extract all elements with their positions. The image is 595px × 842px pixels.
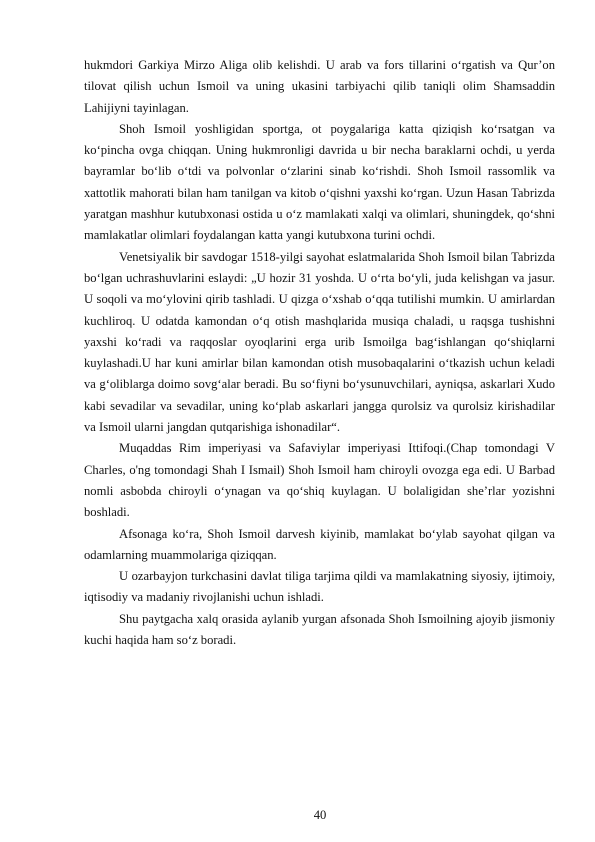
document-body xyxy=(84,55,555,651)
paragraph-1: hukmdori Garkiya Mirzo Aliga olib kelishdi. U arab va fors tillarini o‘rgatish va Qur’on tilovat qilish uchun Ismoil va uning ukasini tarbiyachi qilib taniqli olim Shamsaddin Lahijiyni tayinlagan. xyxy=(84,58,555,115)
paragraph-2: Shoh Ismoil yoshligidan sportga, ot poygalariga katta qiziqish ko‘rsatgan va ko‘pincha ovga chiqqan. Uning hukmronligi davrida u bir necha baraklarni ochdi, u yerda bayramlar bo‘lib o‘tdi va polvonlar o‘zlarini sinab ko‘rishdi. Shoh Ismoil rassomlik va xattotlik mahorati bilan ham tanilgan va kitob o‘qishni yaxshi ko‘rgan. Uzun Hasan Tabrizda yaratgan mashhur kutubxonasi ostida u o‘z mamlakati xalqi va olimlari, shuningdek, qo‘shni mamlakatlar olimlari foydalangan katta yangi kutubxona turini ochdi. xyxy=(84,121,555,243)
paragraph-7: Shu paytgacha xalq orasida aylanib yurgan afsonada Shoh Ismoilning ajoyib jismoniy kuchi haqida ham so‘z boradi. xyxy=(84,611,555,648)
paragraph-6: U ozarbayjon turkchasini davlat tiliga tarjima qildi va mamlakatning siyosiy, ijtimoiy, iqtisodiy va madaniy rivojlanishi uchun ishladi. xyxy=(84,569,555,605)
paragraph-4: Muqaddas Rim imperiyasi va Safaviylar imperiyasi Ittifoqi.(Chap tomondagi V Charles, o'ng tomondagi Shah I Ismail) Shoh Ismoil ham chiroyli ovozga ega edi. U Barbad nomli asbobda chiroyli o‘ynagan va qo‘shiq kuylagan. U bolaligidan she’rlar yozishni boshladi. xyxy=(84,441,555,520)
page-number: 40 xyxy=(313,808,327,822)
paragraph-5: Afsonaga ko‘ra, Shoh Ismoil darvesh kiyinib, mamlakat bo‘ylab sayohat qilgan va odamlarning muammolariga qiziqqan. xyxy=(84,526,555,562)
paragraph-3: Venetsiyalik bir savdogar 1518-yilgi sayohat eslatmalarida Shoh Ismoil bilan Tabrizda bo‘lgan uchrashuvlarini eslaydi: „U hozir 31 yoshda. U o‘rta bo‘yli, juda kelishgan va jasur. U soqoli va mo‘ylovini qirib tashladi. U qizga o‘xshab o‘qqa tutilishi mumkin. U amirlardan kuchliroq. U odatda kamondan o‘q otish mashqlarida musiqa chaladi, u raqsga tushishni yaxshi ko‘radi va raqqoslar oyoqlarini erga urib Ismoilga bag‘ishlangan qo‘shiqlarni kuylashadi.U har kuni amirlar bilan kamondan otish musobaqalarini o‘tkazish uchun keladi va g‘oliblarga doimo sovg‘alar beradi. Bu so‘fiyni bo‘ysunuvchilari, ayniqsa, askarlari Xudo kabi sevadilar va sevadilar, uning ko‘plab askarlari jangga qurolsiz va qurolsiz kirishadilar va Ismoil ularni jangdan qutqarishiga ishonadilar“. xyxy=(84,249,555,435)
